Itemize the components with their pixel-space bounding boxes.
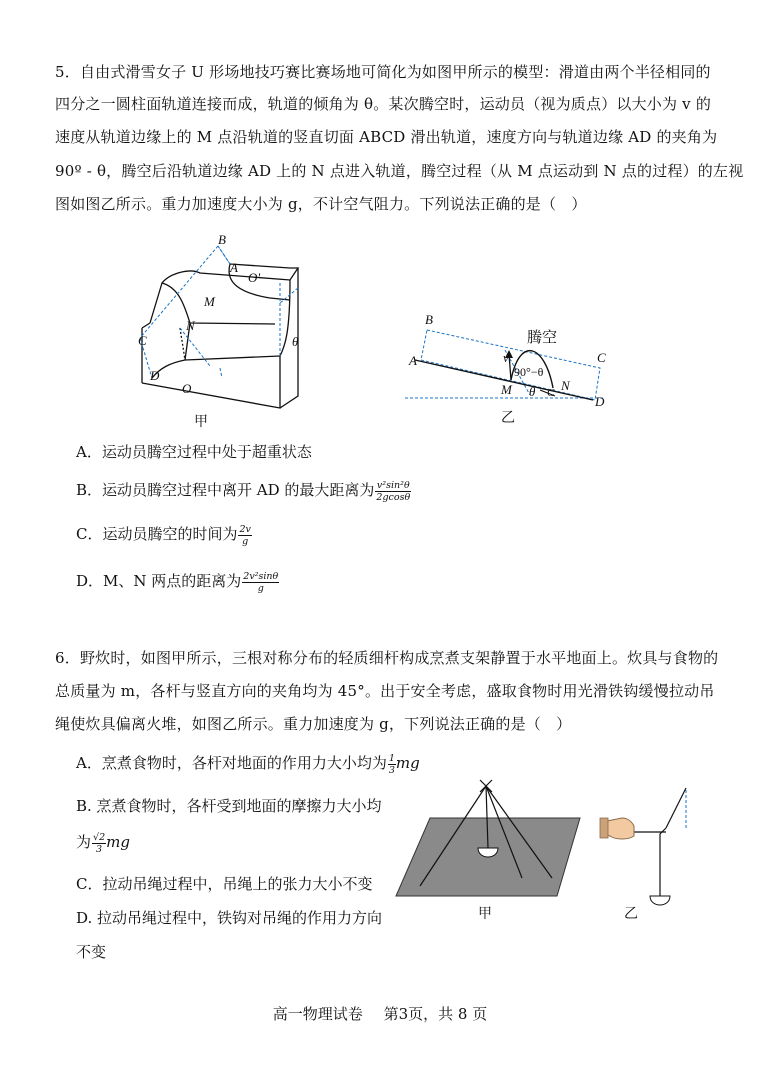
jia-label-N: N <box>186 318 195 333</box>
q5-option-b-text: B．运动员腾空过程中离开 AD 的最大距离为 <box>76 481 375 499</box>
q5-option-c-fraction <box>238 524 251 547</box>
q5-option-c-numerator: 2v <box>239 523 251 535</box>
q6-option-b-fraction <box>92 832 106 855</box>
jia-label-M: M <box>204 294 215 309</box>
q6-option-a-fraction <box>388 753 396 776</box>
jia-label-O1: O' <box>248 270 261 285</box>
yi-label-A: A <box>409 353 417 368</box>
q5-option-a: A．运动员腾空过程中处于超重状态 <box>76 443 312 461</box>
yi-label-C2: C <box>547 387 555 399</box>
jia-label-C: C <box>138 333 147 348</box>
q5-option-d-numerator: 2v²sinθ <box>243 570 279 582</box>
q5-line-4: 90º - θ，腾空后沿轨道边缘 AD 上的 N 点进入轨道，腾空过程（从 M 点运动到 N 点的过程）的左视 <box>55 162 744 180</box>
yi-label-C: C <box>597 350 606 365</box>
q5-line-3: 速度从轨道边缘上的 M 点沿轨道的竖直切面 ABCD 滑出轨道，速度方向与轨道边缘 AD 的夹角为 <box>55 128 718 146</box>
q5-line-2: 四分之一圆柱面轨道连接而成，轨道的倾角为 θ。某次腾空时，运动员（视为质点）以大小为 v 的 <box>55 95 712 113</box>
q6-option-d-line1: D. 拉动吊绳过程中，铁钩对吊绳的作用力方向 <box>76 909 383 927</box>
yi-label-N: N <box>561 378 570 393</box>
jia-caption: 甲 <box>194 415 208 430</box>
q5-option-b-numerator: v²sin²θ <box>376 479 410 491</box>
q6-option-b-line1: B. 烹煮食物时，各杆受到地面的摩擦力大小均 <box>76 797 382 815</box>
pot-icon-2 <box>650 896 670 905</box>
jia-label-O: O <box>182 381 192 396</box>
jia-label-theta: θ <box>292 334 299 349</box>
yi-label-angle: 90°−θ <box>514 365 544 379</box>
yi-caption: 乙 <box>501 411 515 426</box>
q6-option-c: C．拉动吊绳过程中，吊绳上的张力大小不变 <box>76 875 373 893</box>
q6-option-b-line2 <box>76 831 130 855</box>
q5-option-b-denominator: 2gcosθ <box>376 491 411 503</box>
q6-option-b-text: 为 <box>76 833 92 851</box>
yi-label-title: 腾空 <box>527 330 558 346</box>
q6-option-a <box>76 752 420 776</box>
q6-jia-caption: 甲 <box>478 907 492 922</box>
q6-option-a-unit: mg <box>395 754 420 772</box>
q5-option-c-text: C．运动员腾空的时间为 <box>76 525 238 543</box>
q6-option-a-denominator: 3 <box>388 764 395 776</box>
q6-option-b-denominator: 3 <box>96 843 103 855</box>
q5-option-b <box>76 479 411 503</box>
q5-option-c-denominator: g <box>242 535 249 547</box>
page-footer <box>0 1003 760 1024</box>
jia-label-A: A <box>230 260 238 275</box>
yi-label-theta: θ <box>529 384 536 399</box>
yi-label-v: v <box>503 350 509 365</box>
yi-label-B: B <box>425 312 433 327</box>
q5-option-d-denominator: g <box>257 582 264 594</box>
q6-line-2: 总质量为 m，各杆与竖直方向的夹角均为 45°。出于安全考虑，盛取食物时用光滑铁钩缓慢拉动吊 <box>55 682 715 700</box>
yi-label-D: D <box>595 394 605 409</box>
q6-yi-caption: 乙 <box>624 907 638 922</box>
footer-page: 第3页，共 8 页 <box>383 1005 488 1023</box>
q6-option-b-numerator: √2 <box>93 831 106 843</box>
q6-option-d-line2: 不变 <box>76 943 107 961</box>
q6-line-3: 绳使炊具偏离火堆，如图乙所示。重力加速度为 g，下列说法正确的是（ ） <box>55 715 572 733</box>
q6-figure-jia <box>392 778 607 928</box>
jia-label-B: B <box>218 232 226 247</box>
q5-option-d-text: D．M、N 两点的距离为 <box>76 572 242 590</box>
q5-line-1: 5．自由式滑雪女子 U 形场地技巧赛比赛场地可简化为如图甲所示的模型：滑道由两个半径相同的 <box>55 63 711 81</box>
q5-option-d-fraction <box>242 571 279 594</box>
q5-figure-yi <box>405 310 625 430</box>
q6-figure-yi <box>598 778 698 928</box>
q5-option-b-fraction <box>375 480 411 503</box>
q5-option-c <box>76 523 252 547</box>
jia-label-D: D <box>150 368 160 383</box>
q6-option-a-text: A．烹煮食物时，各杆对地面的作用力大小均为 <box>76 754 387 772</box>
hand-icon <box>600 818 634 839</box>
yi-label-M: M <box>501 382 512 397</box>
q5-line-5: 图如图乙所示。重力加速度大小为 g，不计空气阻力。下列说法正确的是（ ） <box>55 195 587 213</box>
q5-figure-jia <box>130 228 330 438</box>
q6-option-a-numerator: 1 <box>388 752 395 764</box>
q6-option-b-unit: mg <box>106 833 130 851</box>
q5-option-d <box>76 570 279 594</box>
q6-line-1: 6．野炊时，如图甲所示，三根对称分布的轻质细杆构成烹煮支架静置于水平地面上。炊具与食物的 <box>55 649 719 667</box>
footer-title: 高一物理试卷 <box>272 1005 363 1023</box>
